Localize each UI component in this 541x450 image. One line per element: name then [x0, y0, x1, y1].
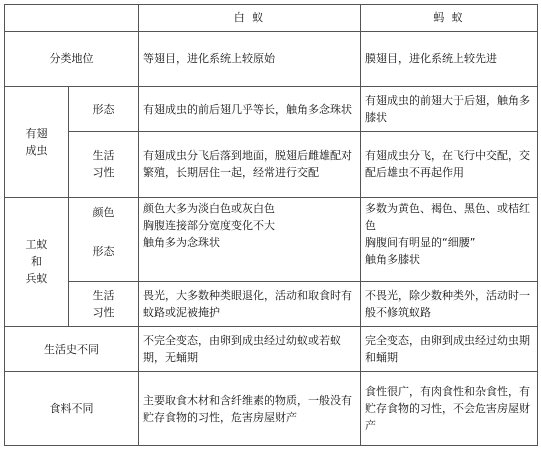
termite-worker-habit: 畏光，大多数种类眼退化，活动和取食时有蚊路或泥被掩护 [139, 281, 361, 326]
label-winged-adult-text: 有翅 成虫 [25, 126, 48, 157]
ant-worker-habit: 不畏光，除少数种类外，活动时一般不修筑蚁路 [361, 281, 538, 326]
ant-classification: 膜翅目，进化系统上较先进 [361, 31, 538, 86]
row-winged-habit [5, 132, 538, 198]
header-row [5, 5, 538, 32]
row-classification [5, 31, 538, 86]
label-worker-soldier [5, 197, 69, 326]
ant-food: 食性很广，有肉食性和杂食性，有贮存食物的习性，不会危害房屋财产 [361, 372, 538, 446]
header-empty-cell [5, 5, 139, 32]
termite-worker-morph: 颜色大多为淡白色或灰白色 胸腹连接部分宽度变化不大 触角多为念珠状 [139, 197, 361, 281]
termite-winged-morph: 有翅成虫的前后翅几乎等长，触角多念珠状 [139, 87, 361, 132]
termite-ant-comparison-table [4, 4, 538, 446]
termite-winged-habit: 有翅成虫分飞后落到地面，脱翅后雌雄配对繁殖，长期居住一起，经常进行交配 [139, 132, 361, 198]
row-worker-habit [5, 281, 538, 326]
label-winged-adult [5, 87, 69, 198]
header-termite: 白 蚁 [139, 5, 361, 32]
label-worker-color: 颜色 [92, 205, 115, 219]
row-food [5, 372, 538, 446]
label-worker-soldier-text: 工蚁 和 兵蚁 [25, 238, 48, 286]
row-winged-morph [5, 87, 538, 132]
ant-winged-morph: 有翅成虫的前翅大于后翅，触角多膝状 [361, 87, 538, 132]
label-winged-habit: 生活 习性 [69, 132, 139, 198]
label-classification: 分类地位 [5, 31, 139, 86]
label-worker-color-morph [69, 197, 139, 281]
label-worker-morph: 形态 [92, 244, 115, 258]
ant-worker-morph: 多数为黄色、褐色、黑色、或桔红色 胸腹间有明显的“细腰” 触角多膝状 [361, 197, 538, 281]
label-food: 食料不同 [5, 372, 139, 446]
termite-food: 主要取食木材和含纤维素的物质，一般没有贮存食物的习性，危害房屋财产 [139, 372, 361, 446]
ant-life-history: 完全变态，由卵到成虫经过幼虫期和蛹期 [361, 327, 538, 372]
label-winged-morph: 形态 [69, 87, 139, 132]
row-worker-morph [5, 197, 538, 281]
row-life-history [5, 327, 538, 372]
label-life-history: 生活史不同 [5, 327, 139, 372]
label-worker-habit: 生活 习性 [69, 281, 139, 326]
ant-winged-habit: 有翅成虫分飞，在飞行中交配，交配后雄虫不再起作用 [361, 132, 538, 198]
termite-classification: 等翅目，进化系统上较原始 [139, 31, 361, 86]
termite-life-history: 不完全变态，由卵到成虫经过幼蚁或若蚁期，无蛹期 [139, 327, 361, 372]
header-ant: 蚂 蚁 [361, 5, 538, 32]
